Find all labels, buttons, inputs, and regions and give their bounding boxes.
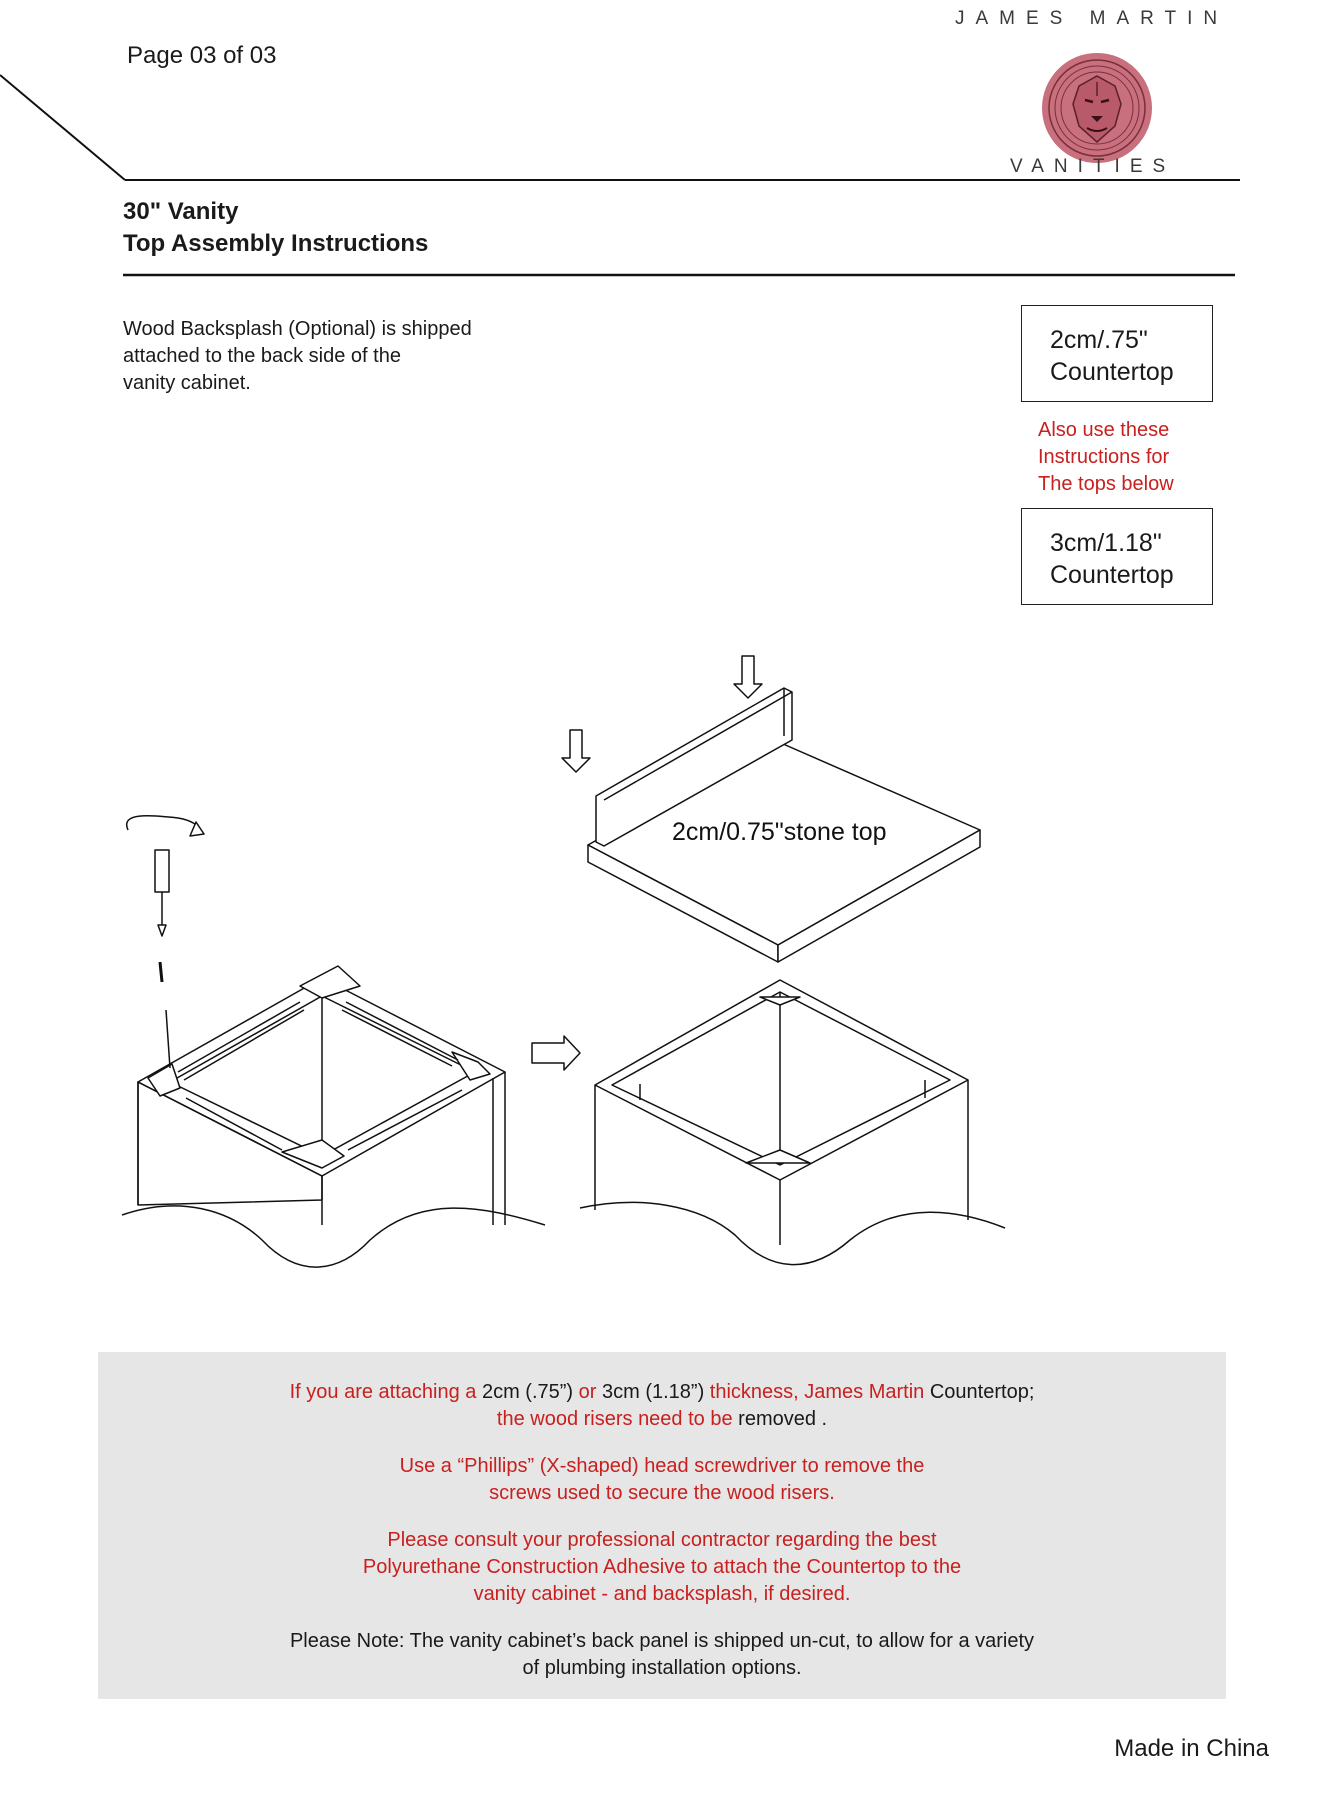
cabinet-without-risers [580,980,1005,1265]
title-line-1: 30" Vanity [123,198,239,225]
box-label: Countertop [1050,358,1174,386]
box-label: 2cm/.75" [1050,326,1148,354]
screwdriver-icon [127,816,204,1068]
lion-logo-icon [1041,52,1153,164]
assembly-diagram [0,640,1324,1280]
side-note-line: Also use these [1038,419,1170,441]
instruction-text: Please Note: The vanity cabinet’s back panel is shipped un-cut, to allow for a variety [289,1630,1035,1652]
cabinet-with-risers [122,966,545,1267]
page-title [123,196,428,260]
instruction-text: Please consult your professional contractor regarding the best [387,1529,937,1551]
arrow-down-icon [562,730,590,772]
countertop-box-3cm [1021,508,1213,605]
arrow-down-icon [734,656,762,698]
instruction-text: thickness, James Martin [704,1381,930,1403]
made-in-label: Made in China [1114,1735,1269,1762]
side-note-line: The tops below [1038,473,1174,495]
title-line-2: Top Assembly Instructions [123,230,429,257]
instruction-paragraph-4 [98,1628,1226,1682]
instruction-paragraph-1 [98,1379,1226,1433]
intro-text [123,316,553,397]
intro-line: Wood Backsplash (Optional) is shipped [123,318,472,340]
side-note-line: Instructions for [1038,446,1170,468]
instruction-text: 2cm (.75”) [481,1381,574,1403]
intro-line: attached to the back side of the [123,345,401,367]
instruction-paragraph-3 [98,1527,1226,1608]
instruction-text: removed . [738,1408,828,1430]
countertop-box-2cm [1021,305,1213,402]
instruction-text: 3cm (1.18”) [601,1381,705,1403]
instruction-text: Polyurethane Construction Adhesive to attach the Countertop to the [362,1556,962,1578]
instruction-text: Use a “Phillips” (X-shaped) head screwdriver to remove the [399,1455,925,1477]
intro-line: vanity cabinet. [123,372,251,394]
brand-subtitle: VANITIES [1010,156,1176,177]
instruction-text: vanity cabinet - and backsplash, if desired. [473,1583,851,1605]
arrow-right-icon [532,1036,580,1070]
brand-name: JAMES MARTIN [955,8,1229,29]
instruction-text: screws used to secure the wood risers. [489,1482,835,1504]
instruction-paragraph-2 [98,1453,1226,1507]
instruction-text: or [573,1381,602,1403]
stone-top-label: 2cm/0.75"stone top [672,818,887,846]
side-note [1038,417,1228,498]
box-label: 3cm/1.18" [1050,529,1162,557]
instruction-text: If you are attaching a [289,1381,482,1403]
box-label: Countertop [1050,561,1174,589]
instructions-panel [98,1352,1226,1699]
page-number: Page 03 of 03 [127,42,277,69]
instruction-text: Countertop; [929,1381,1035,1403]
instruction-text: of plumbing installation options. [522,1657,802,1679]
instruction-text: the wood risers need to be [496,1408,739,1430]
